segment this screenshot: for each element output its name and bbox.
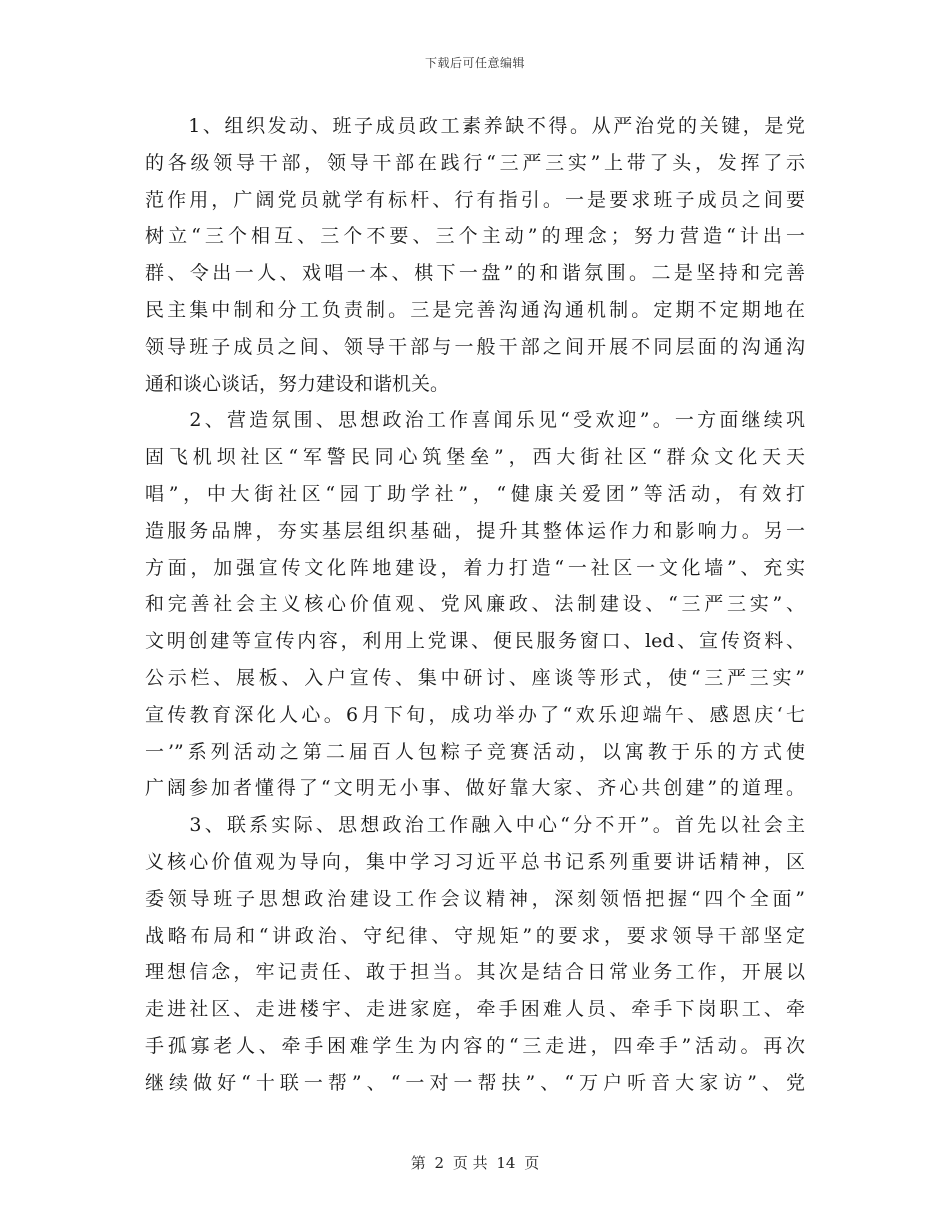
text-line: 手孤寡老人、牵手困难学生为内容的“三走进，四牵手”活动。再次 (145, 1034, 805, 1057)
text-line: 委领导班子思想政治建设工作会议精神，深刻领悟把握“四个全面” (145, 887, 805, 910)
text-line: 唱”，中大街社区“园丁助学社”，“健康关爱团”等活动，有效打 (145, 482, 805, 505)
text-line: 理想信念，牢记责任、敢于担当。其次是结合日常业务工作，开展以 (145, 961, 805, 984)
text-line: 范作用，广阔党员就学有标杆、行有指引。一是要求班子成员之间要 (145, 188, 805, 211)
text-line: 2、营造氛围、思想政治工作喜闻乐见“受欢迎”。一方面继续巩 (145, 409, 805, 432)
text-line: 和完善社会主义核心价值观、党风廉政、法制建设、“三严三实”、 (145, 593, 805, 616)
text-line: 群、令出一人、戏唱一本、棋下一盘”的和谐氛围。二是坚持和完善 (145, 262, 805, 285)
text-line: 文明创建等宣传内容，利用上党课、便民服务窗口、led、宣传资料、 (145, 630, 805, 653)
footer-total-pages: 14 (496, 1154, 516, 1172)
footer-page-number: 2 (434, 1154, 445, 1172)
page-footer (0, 1152, 950, 1173)
text-line: 一’”系列活动之第二届百人包粽子竞赛活动，以寓教于乐的方式使 (145, 740, 805, 763)
text-line: 通和谈心谈话，努力建设和谐机关。 (145, 372, 450, 395)
text-line: 战略布局和“讲政治、守纪律、守规矩”的要求，要求领导干部坚定 (145, 924, 805, 947)
page-header: 下载后可任意编辑 (424, 56, 525, 70)
document-body (145, 108, 805, 1102)
text-line: 宣传教育深化人心。6月下旬，成功举办了“欢乐迎端午、感恩庆‘七 (145, 703, 805, 726)
text-line: 走进社区、走进楼宇、走进家庭，牵手困难人员、牵手下岗职工、牵 (145, 998, 805, 1021)
footer-middle: 页 共 (452, 1154, 488, 1172)
text-line: 3、联系实际、思想政治工作融入中心“分不开”。首先以社会主 (145, 814, 805, 837)
text-line: 方面，加强宣传文化阵地建设，着力打造“一社区一文化墙”、充实 (145, 556, 805, 579)
footer-suffix: 页 (524, 1154, 540, 1172)
text-line: 的各级领导干部，领导干部在践行“三严三实”上带了头，发挥了示 (145, 151, 805, 174)
text-line: 1、组织发动、班子成员政工素养缺不得。从严治党的关键，是党 (145, 115, 805, 137)
text-line: 造服务品牌，夯实基层组织基础，提升其整体运作力和影响力。另一 (145, 519, 805, 542)
text-line: 继续做好“十联一帮”、“一对一帮扶”、“万户听音大家访”、党 (145, 1071, 805, 1094)
text-line: 公示栏、展板、入户宣传、集中研讨、座谈等形式，使“三严三实” (145, 666, 805, 689)
text-line: 广阔参加者懂得了“文明无小事、做好靠大家、齐心共创建”的道理。 (145, 777, 805, 800)
text-line: 民主集中制和分工负责制。三是完善沟通沟通机制。定期不定期地在 (145, 298, 805, 321)
text-line: 固飞机坝社区“军警民同心筑堡垒”，西大街社区“群众文化天天 (145, 446, 805, 469)
text-line: 领导班子成员之间、领导干部与一般干部之间开展不同层面的沟通沟 (145, 335, 805, 358)
footer-prefix: 第 (410, 1154, 426, 1172)
text-line: 义核心价值观为导向，集中学习习近平总书记系列重要讲话精神，区 (145, 850, 805, 873)
text-line: 树立“三个相互、三个不要、三个主动”的理念；努力营造“计出一 (145, 225, 805, 248)
